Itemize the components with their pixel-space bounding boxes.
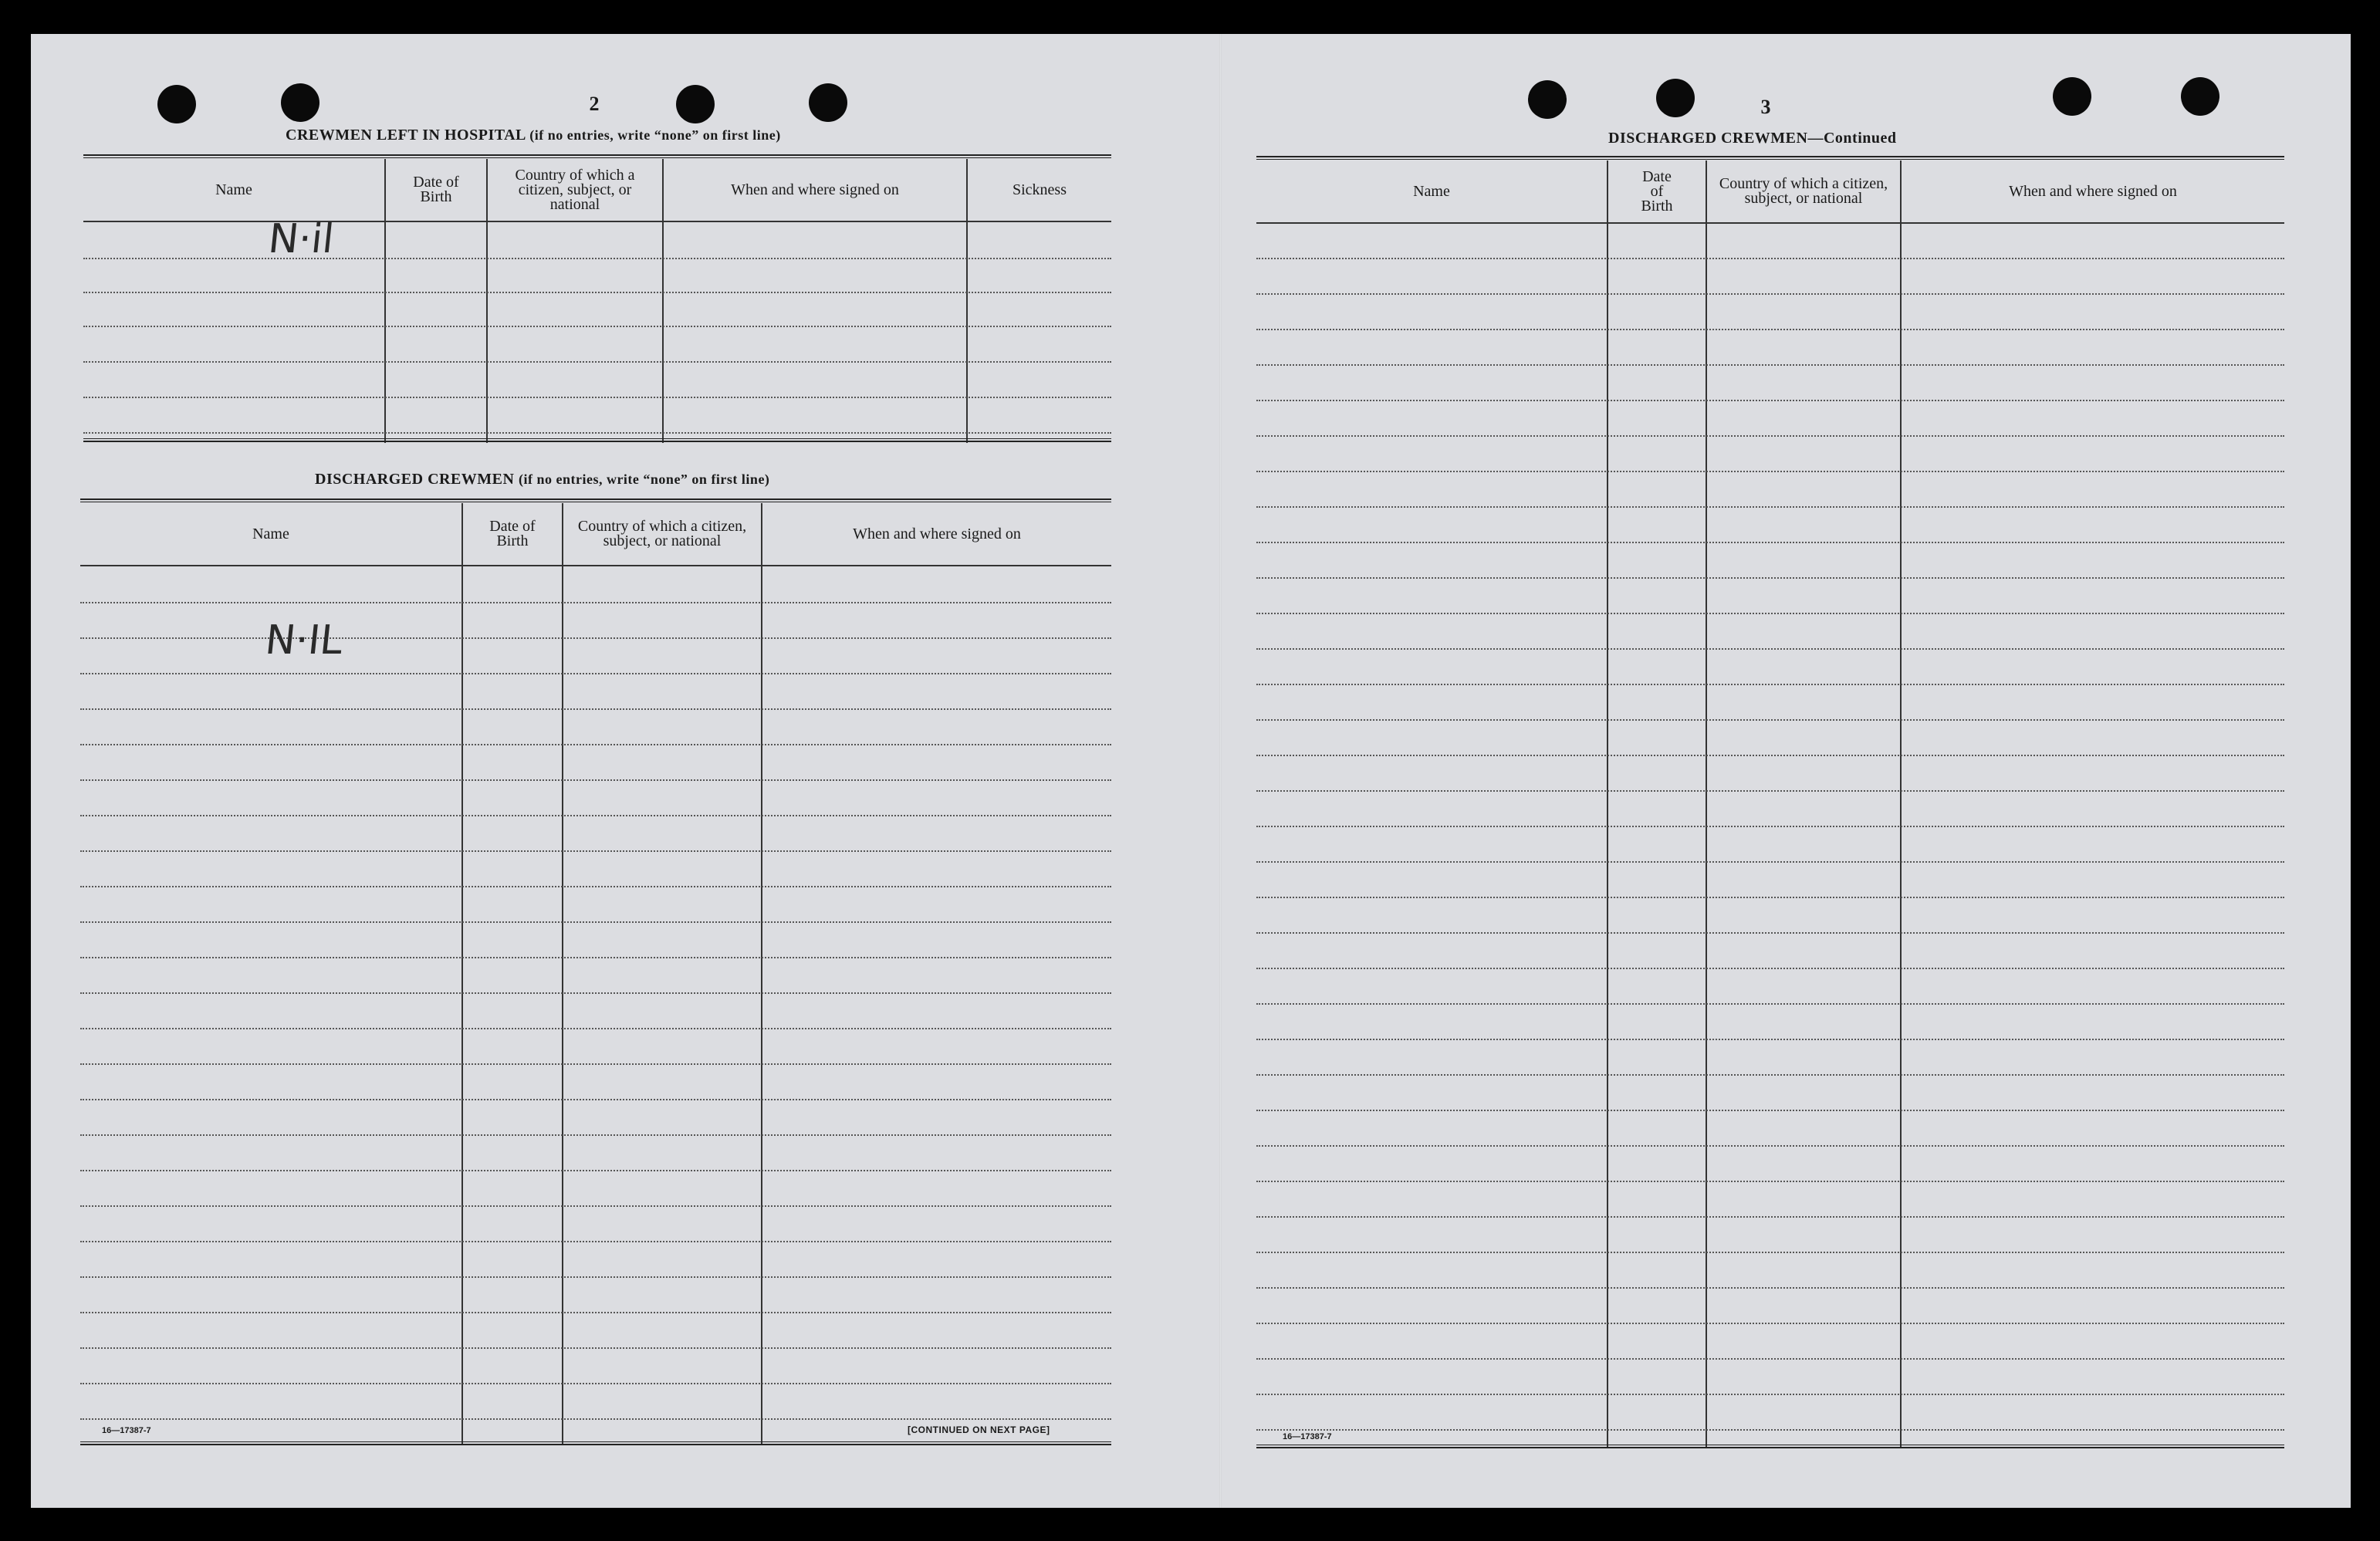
entry-line <box>1256 932 2284 934</box>
col-header-signed-on: When and where signed on <box>2009 182 2177 200</box>
entry-line <box>83 258 1111 259</box>
entry-line <box>1256 506 2284 508</box>
entry-line <box>80 957 1111 958</box>
handwritten-entry: N·il <box>265 216 336 262</box>
table-top-rule <box>80 498 1111 502</box>
entry-line <box>80 921 1111 923</box>
table-top-rule <box>83 154 1111 158</box>
entry-line <box>80 886 1111 887</box>
column-divider <box>1900 161 1902 1448</box>
hospital-section-title <box>286 127 781 144</box>
entry-line <box>1256 826 2284 827</box>
entry-line <box>80 815 1111 816</box>
entry-line <box>80 637 1111 639</box>
discharged-title-text: DISCHARGED CREWMEN <box>315 471 515 488</box>
entry-line <box>80 744 1111 745</box>
table-bottom-rule <box>83 438 1111 442</box>
punch-hole <box>2181 77 2219 116</box>
entry-line <box>80 602 1111 603</box>
entry-line <box>83 397 1111 398</box>
header-bottom-rule <box>1256 222 2284 224</box>
entry-line <box>83 361 1111 363</box>
entry-line <box>1256 1323 2284 1324</box>
entry-line <box>80 1383 1111 1384</box>
entry-line <box>80 1418 1111 1420</box>
col-header-country: Country of which a citizen, subject, or national <box>1719 175 1888 207</box>
entry-line <box>80 1312 1111 1313</box>
punch-hole <box>157 85 196 123</box>
entry-line <box>1256 364 2284 366</box>
handwritten-entry: N·IL <box>262 617 345 664</box>
col-header-name: Name <box>252 525 289 542</box>
column-divider <box>384 159 386 443</box>
column-divider <box>562 503 563 1445</box>
entry-line <box>83 292 1111 293</box>
entry-line <box>1256 897 2284 898</box>
entry-line <box>80 1276 1111 1278</box>
entry-line <box>1256 1039 2284 1040</box>
col-header-name: Name <box>215 181 252 198</box>
entry-line <box>1256 1003 2284 1005</box>
entry-line <box>1256 1358 2284 1360</box>
entry-line <box>1256 719 2284 721</box>
discharged-continued-title: DISCHARGED CREWMEN—Continued <box>1608 130 1897 147</box>
entry-line <box>80 708 1111 710</box>
entry-line <box>1256 1252 2284 1253</box>
discharged-table-right <box>1256 156 2284 1452</box>
form-code-left: 16—17387-7 <box>102 1426 151 1435</box>
col-header-country: Country of which a citizen, subject, or national <box>515 166 635 213</box>
column-divider <box>1706 161 1707 1448</box>
entry-line <box>1256 613 2284 614</box>
entry-line <box>1256 400 2284 401</box>
column-divider <box>1607 161 1608 1448</box>
entry-line <box>80 1241 1111 1242</box>
continued-note: [CONTINUED ON NEXT PAGE] <box>908 1424 1050 1435</box>
entry-line <box>1256 684 2284 685</box>
entry-line <box>1256 293 2284 295</box>
col-header-date-of-birth: Date of Birth <box>489 518 536 549</box>
entry-line <box>1256 1394 2284 1395</box>
page-fold <box>1219 34 1222 1508</box>
punch-hole <box>676 85 715 123</box>
table-bottom-rule <box>1256 1445 2284 1448</box>
header-bottom-rule <box>80 565 1111 566</box>
table-bottom-rule <box>80 1441 1111 1445</box>
entry-line <box>1256 258 2284 259</box>
entry-line <box>1256 861 2284 863</box>
entry-line <box>1256 471 2284 472</box>
entry-line <box>83 326 1111 327</box>
entry-line <box>1256 1074 2284 1076</box>
entry-line <box>1256 329 2284 330</box>
entry-line <box>80 1063 1111 1065</box>
col-header-date-of-birth: Date of Birth <box>1641 167 1673 215</box>
column-divider <box>486 159 488 443</box>
entry-line <box>1256 790 2284 792</box>
entry-line <box>1256 1145 2284 1147</box>
entry-line <box>1256 1429 2284 1431</box>
discharged-table-left <box>80 498 1111 1449</box>
column-divider <box>966 159 968 443</box>
col-header-name: Name <box>1413 182 1450 200</box>
page-number-right: 3 <box>1760 96 1771 118</box>
entry-line <box>80 779 1111 781</box>
hospital-title-text: CREWMEN LEFT IN HOSPITAL <box>286 127 526 144</box>
punch-hole <box>281 83 319 122</box>
col-header-signed-on: When and where signed on <box>853 525 1021 542</box>
col-header-country: Country of which a citizen, subject, or national <box>577 518 747 549</box>
entry-line <box>1256 577 2284 579</box>
entry-line <box>1256 1287 2284 1289</box>
col-header-signed-on: When and where signed on <box>731 181 899 198</box>
entry-line <box>1256 755 2284 756</box>
entry-line <box>80 1205 1111 1207</box>
entry-line <box>80 1028 1111 1029</box>
entry-line <box>80 992 1111 994</box>
entry-line <box>80 673 1111 674</box>
discharged-section-title <box>315 471 769 488</box>
punch-hole <box>1656 79 1695 117</box>
column-divider <box>461 503 463 1445</box>
entry-line <box>80 850 1111 852</box>
col-header-date-of-birth: Date of Birth <box>413 174 459 205</box>
entry-line <box>1256 1216 2284 1218</box>
entry-line <box>1256 1110 2284 1111</box>
table-top-rule <box>1256 156 2284 160</box>
entry-line <box>1256 542 2284 543</box>
hospital-title-note: (if no entries, write “none” on first line) <box>529 127 781 143</box>
header-bottom-rule <box>83 221 1111 222</box>
entry-line <box>80 1347 1111 1349</box>
punch-hole <box>809 83 847 122</box>
col-header-sickness: Sickness <box>1013 181 1067 198</box>
punch-hole <box>2053 77 2091 116</box>
entry-line <box>1256 435 2284 437</box>
entry-line <box>80 1134 1111 1136</box>
page-number-left: 2 <box>589 93 600 115</box>
entry-line <box>80 1170 1111 1171</box>
hospital-table <box>83 154 1111 448</box>
entry-line <box>80 1099 1111 1100</box>
document-sheet <box>31 34 2351 1508</box>
entry-line <box>1256 648 2284 650</box>
form-code-right: 16—17387-7 <box>1283 1432 1332 1441</box>
column-divider <box>662 159 664 443</box>
punch-hole <box>1528 80 1567 119</box>
discharged-title-note: (if no entries, write “none” on first line) <box>518 471 770 487</box>
entry-line <box>1256 968 2284 969</box>
entry-line <box>1256 1181 2284 1182</box>
entry-line <box>83 432 1111 434</box>
column-divider <box>761 503 762 1445</box>
